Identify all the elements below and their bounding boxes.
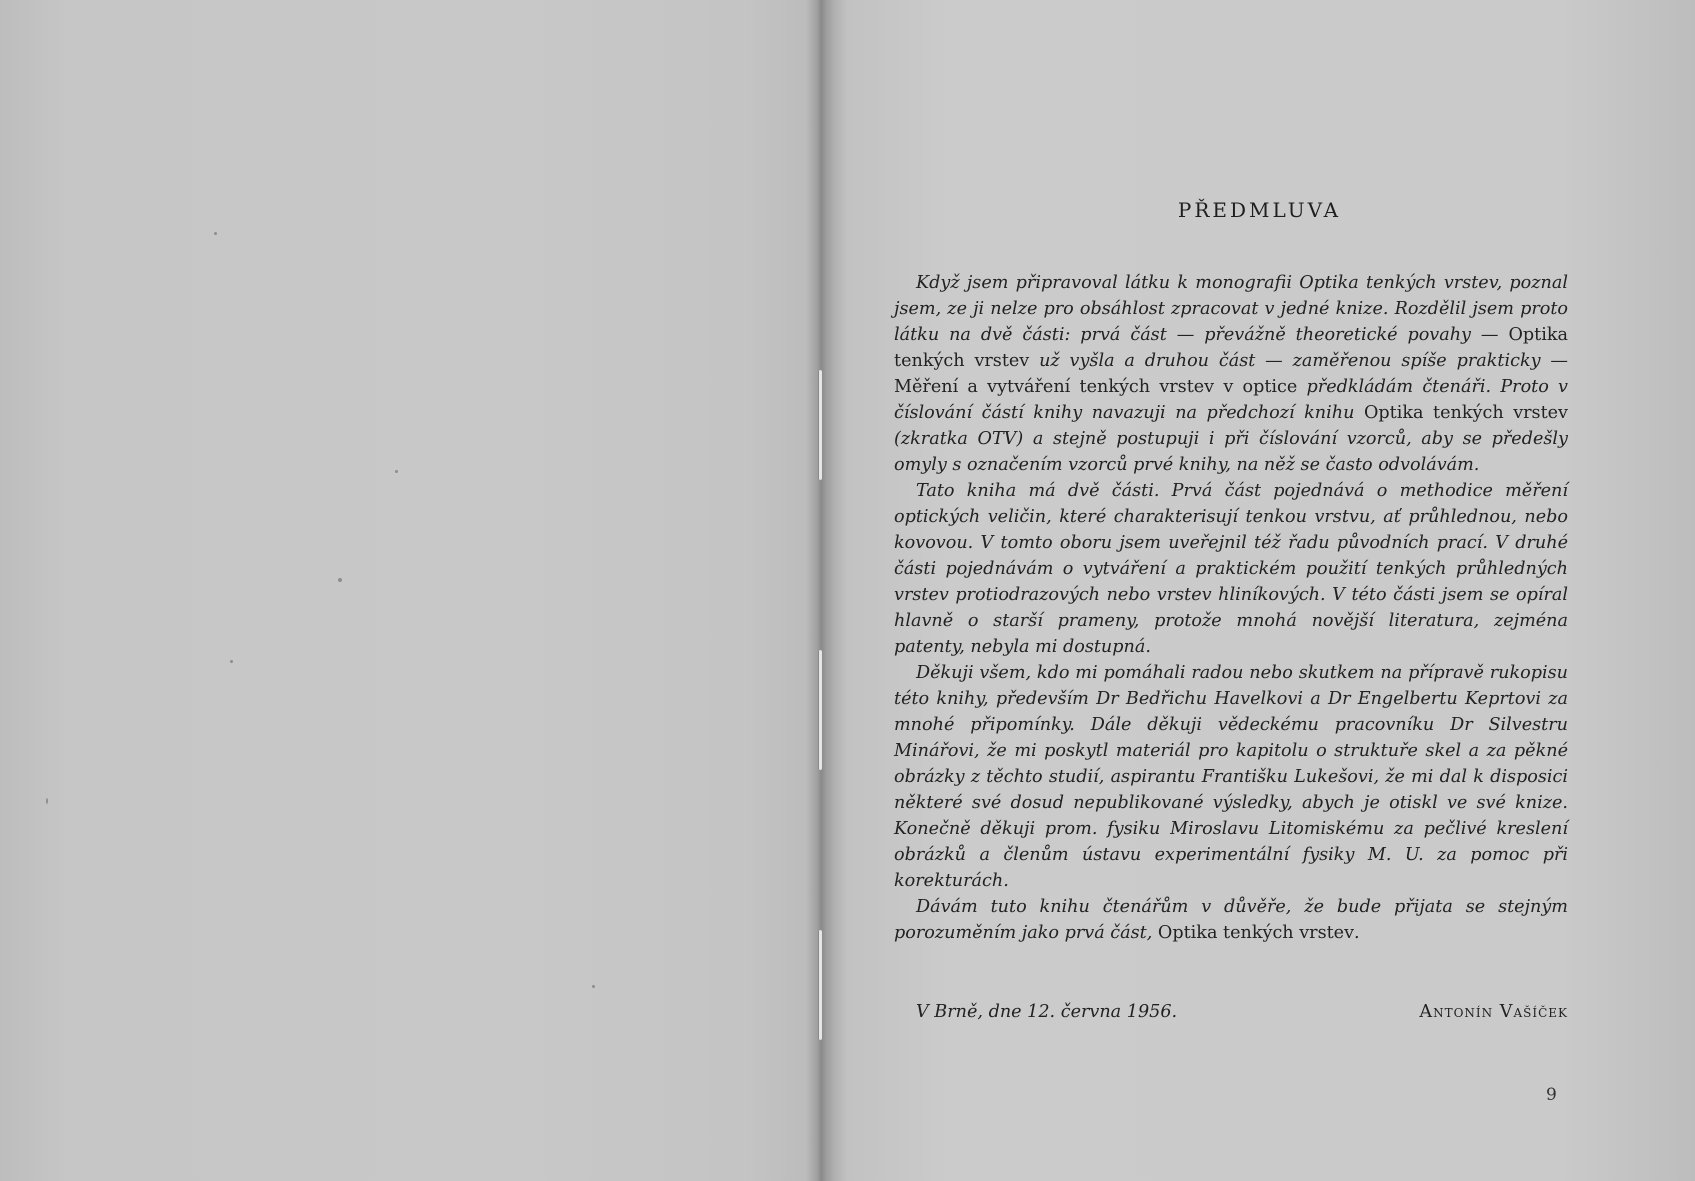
paragraph-text: Dávám tuto knihu čtenářům v důvěře, že bude přijata se stejným porozuměním jako prvá část, (894, 897, 1568, 943)
paragraph-text: Když jsem připravoval látku k monografii (916, 273, 1300, 293)
paper-speck (46, 798, 48, 804)
book-title-text: Optika tenkých vrstev (1363, 403, 1568, 423)
paragraph-text: , poznal jsem, ze ji nelze pro obsáhlost zpracovat v jedné knize. Rozdělil jsem proto látku na dvě části: prvá část — převážně theoretické povahy — (894, 273, 1568, 345)
author-name: Antonín Vašíček (1419, 1002, 1568, 1022)
book-title-text: Měření a vytváření tenkých vrstev v optice (894, 377, 1298, 397)
preface-body (894, 270, 1568, 946)
binding-stitch (818, 650, 822, 770)
paragraph-text: už vyšla a druhou část — zaměřenou spíše prakticky — (1029, 351, 1568, 371)
paragraph-text: (zkratka OTV) a stejně postupuji i při číslování vzorců, aby se předešly omyly s označením vzorců prvé knihy, na něž se často odvolávám. (894, 429, 1568, 475)
paragraph-text: Optika tenkých vrstev (1299, 273, 1497, 293)
preface-paragraph (894, 270, 1568, 478)
paper-speck (214, 232, 217, 235)
paper-speck (338, 578, 342, 582)
place-date: V Brně, dne 12. června 1956. (916, 1002, 1178, 1022)
preface-paragraph (894, 660, 1568, 894)
paragraph-text: předkládám čtenáři. Proto v číslování částí knihy navazuji na předchozí knihu (894, 377, 1568, 423)
binding-stitch (818, 370, 822, 480)
paper-speck (592, 985, 595, 988)
paragraph-text: . (1354, 923, 1360, 943)
paragraph-text: Děkuji všem, kdo mi pomáhali radou nebo skutkem na přípravě rukopisu této knihy, především Dr Bedřichu Havelkovi a Dr Engelbertu Keprtovi za mnohé připomínky. Dále děkuji vědeckému pracovníku Dr Silvestru Minářovi, že mi poskytl materiál pro kapitolu o struktuře skel a za pěkné obrázky z těchto studií, aspirantu Františku Lukešovi, že mi dal k disposici některé své dosud nepublikované výsledky, abych je otiskl ve své knize. Konečně děkuji prom. fysiku Miroslavu Litomiskému za pečlivé kreslení obrázků a členům ústavu experimentální fysiky M. U. za pomoc při korekturách. (894, 663, 1568, 891)
paper-speck (395, 470, 398, 473)
book-title-text: Optika tenkých vrstev (894, 325, 1568, 371)
preface-paragraph (894, 894, 1568, 946)
paper-speck (230, 660, 233, 663)
book-title-text: Optika tenkých vrstev (1157, 923, 1355, 943)
binding-stitch (818, 930, 822, 1040)
page-number: 9 (1546, 1085, 1557, 1105)
page-title: PŘEDMLUVA (1177, 198, 1342, 222)
paragraph-text: Tato kniha má dvě části. Prvá část pojednává o methodice měření optických veličin, které charakterisují tenkou vrstvu, ať průhlednou, nebo kovovou. V tomto oboru jsem uveřejnil též řadu původních prací. V druhé části pojednávám o vytváření a praktickém použití tenkých průhledných vrstev protiodrazových nebo vrstev hliníkových. V této části jsem se opíral hlavně o starší prameny, protože mnohá novější literatura, zejména patenty, nebyla mi dostupná. (894, 481, 1568, 657)
right-page (824, 0, 1695, 1181)
left-page-blank (0, 0, 820, 1181)
preface-paragraph (894, 478, 1568, 660)
